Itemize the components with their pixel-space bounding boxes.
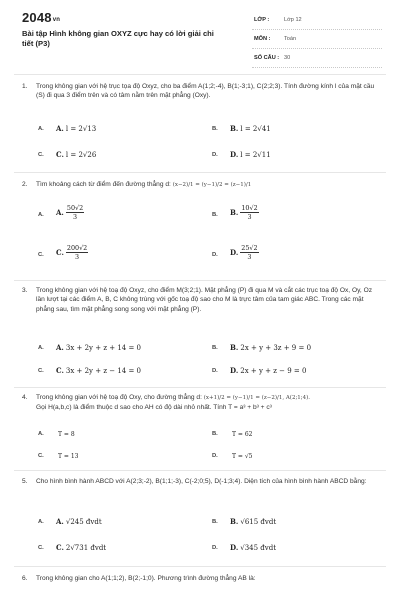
question-6: 6. Trong không gian cho A(1;1;2), B(2;-1;0). Phương trình đường thẳng AB là: (22, 574, 382, 586)
meta-count: SỐ CÂU : 30 (252, 52, 382, 68)
question-text: Cho hình bình hành ABCD với A(2;3;-2), B(1;1;-3), C(-2;0;5), D(-1;3;4). Diện tích của hình bình hành ABCD bằng: (36, 478, 367, 485)
line-equation: (x+1)/2 = (y−1)/1 = (z−2)/1, A(2;1;4). (203, 395, 311, 401)
question-text: Trong không gian với hệ toạ độ Oxyz, cho điểm M(3;2;1). Mặt phẳng (P) đi qua M và cắt các trục toạ độ Ox, Oy, Oz lần lượt tại các điểm A, B, C không trùng với gốc toạ độ sao cho M là trực tâm của tam giác ABC. Trong các mặt phẳng sau, tìm mặt phẳng song song với mặt phẳng (P). (36, 287, 372, 313)
question-text-cont: Gọi H(a,b,c) là điểm thuộc d sao cho AH có độ dài nhỏ nhất. Tính T = a³ + b³ + c³ (36, 404, 272, 412)
meta-class: LỚP : Lớp 12 (252, 14, 382, 30)
divider (14, 566, 386, 567)
divider (14, 172, 386, 173)
page-header (0, 0, 400, 64)
divider (14, 280, 386, 281)
question-text: Tìm khoảng cách từ điểm đến đường thẳng d: (36, 181, 171, 188)
question-2: 2. Tìm khoảng cách từ điểm đến đường thẳng d: (x−2)/1 = (y−1)/2 = (z−1)/1 (22, 181, 252, 188)
options-1: A. A. l = 2√13 B. B. l = 2√41 C. C. l = 2√26 D. D. l = 2√11 (38, 124, 271, 159)
question-text: Trong không gian với hệ toạ độ Oxy, cho đường thẳng d: (36, 394, 202, 401)
document-title: Bài tập Hình không gian OXYZ cực hay có lời giải chi tiết (P3) (22, 29, 214, 48)
options-5: A. A. √245 đvdt B. B. √615 đvdt C. C. 2√731 đvdt D. D. √345 đvdt (38, 517, 277, 552)
options-4: A. T = 8 B. T = 62 C. T = 13 D. T = √5 (38, 431, 253, 460)
question-4: 4. Trong không gian với hệ toạ độ Oxy, cho đường thẳng d: (x+1)/2 = (y−1)/1 = (z−2)/1, A(2;1;4). Gọi H(a,b,c) là điểm thuộc d sao cho AH có độ dài nhỏ nhất. Tính T = a³ + b³ + c³ (22, 394, 311, 412)
divider (14, 470, 386, 471)
divider (14, 387, 386, 388)
question-text: Trong không gian với hệ trục tọa độ Oxyz, cho ba điểm A(1;2;-4), B(1;-3;1), C(2;2;3). Tính đường kính l của mặt cầu (S) đi qua 3 điểm trên và có tâm nằm trên mặt phẳng (Oxy). (36, 83, 375, 100)
options-3: A. A. 3x + 2y + z + 14 = 0 B. B. 2x + y + 3z + 9 = 0 C. C. 3x + 2y + z − 14 = 0 D. D. 2x + y + z − 9 = 0 (38, 343, 312, 375)
meta-info (252, 14, 382, 71)
options-2: A. A. $\frac{50√2}{3}$ B. B. $\frac{10√2}{3}$ C. C. $\frac{200√2}{3}$ D. D. $\frac{25√2}{3}$ (38, 204, 258, 261)
meta-subject: MÔN : Toán (252, 33, 382, 49)
site-logo[interactable]: 2048vn (22, 10, 61, 25)
question-3: 3. Trong không gian với hệ toạ độ Oxyz, cho điểm M(3;2;1). Mặt phẳng (P) đi qua M và cắt các trục toạ độ Ox, Oy, Oz lần lượt tại các điểm A, B, C không trùng với gốc toạ độ sao cho M là trực tâm của tam giác ABC. Trong các mặt phẳng sau, tìm mặt phẳng song song với mặt phẳng (P). (22, 286, 382, 334)
question-text: Trong không gian cho A(1;1;2), B(2;-1;0). Phương trình đường thẳng AB là: (36, 575, 256, 582)
question-5: 5. Cho hình bình hành ABCD với A(2;3;-2), B(1;1;-3), C(-2;0;5), D(-1;3;4). Diện tích của hình bình hành ABCD bằng: (22, 477, 382, 499)
question-1: 1. Trong không gian với hệ trục tọa độ Oxyz, cho ba điểm A(1;2;-4), B(1;-3;1), C(2;2;3). Tính đường kính l của mặt cầu (S) đi qua 3 điểm trên và có tâm nằm trên mặt phẳng (Oxy). (22, 82, 382, 112)
divider (14, 74, 386, 75)
line-equation: (x−2)/1 = (y−1)/2 = (z−1)/1 (172, 182, 252, 188)
